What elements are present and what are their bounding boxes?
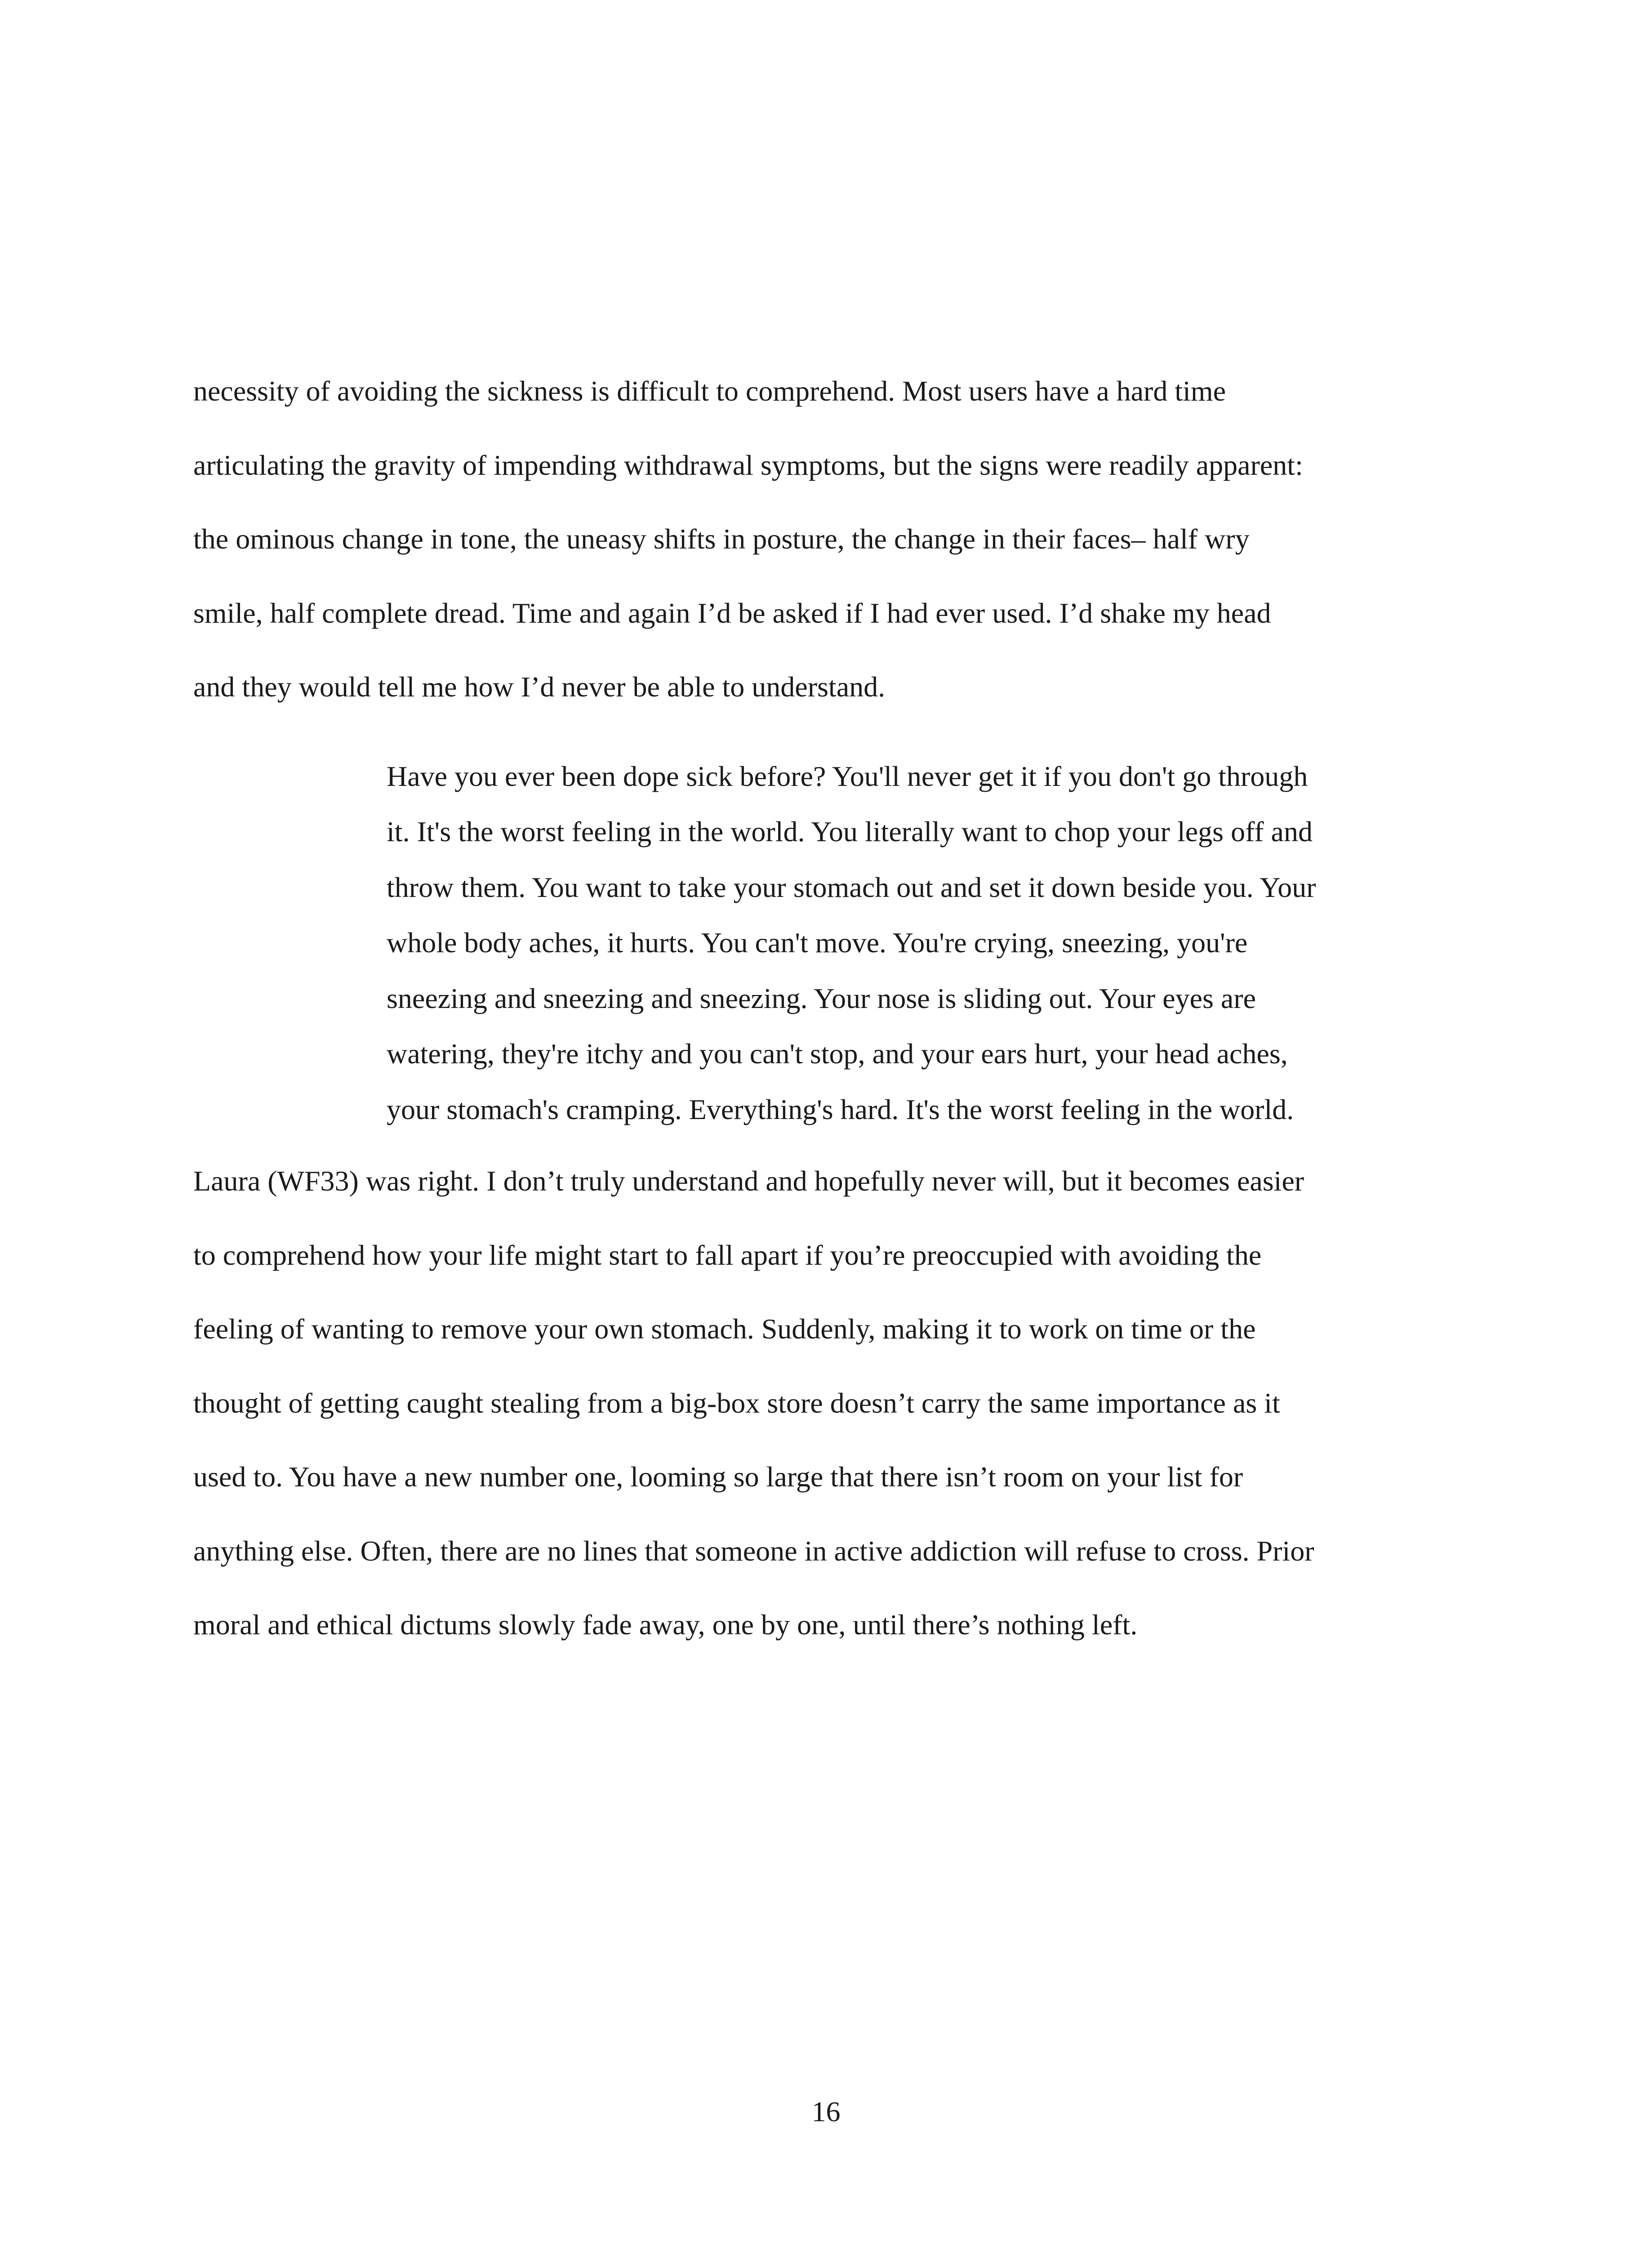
text-line: and they would tell me how I’d never be able to understand. — [193, 671, 886, 703]
text-line: moral and ethical dictums slowly fade away, one by one, until there’s nothing left. — [193, 1609, 1138, 1641]
text-line: the ominous change in tone, the uneasy shifts in posture, the change in their faces– half wry — [193, 523, 1250, 555]
text-line: articulating the gravity of impending withdrawal symptoms, but the signs were readily apparent: — [193, 449, 1303, 481]
quote-line: it. It's the worst feeling in the world. You literally want to chop your legs off and — [387, 816, 1313, 847]
quote-line: sneezing and sneezing and sneezing. Your nose is sliding out. Your eyes are — [387, 982, 1256, 1014]
quote-line: whole body aches, it hurts. You can't move. You're crying, sneezing, you're — [387, 927, 1248, 959]
text-line: anything else. Often, there are no lines that someone in active addiction will refuse to cross. Prior — [193, 1535, 1314, 1567]
page-number: 16 — [811, 2096, 841, 2128]
text-line: used to. You have a new number one, looming so large that there isn’t room on your list for — [193, 1461, 1243, 1493]
text-line: feeling of wanting to remove your own stomach. Suddenly, making it to work on time or the — [193, 1313, 1256, 1345]
quote-line: your stomach's cramping. Everything's hard. It's the worst feeling in the world. — [387, 1093, 1294, 1125]
quote-line: throw them. You want to take your stomach out and set it down beside you. Your — [387, 871, 1316, 903]
text-line: thought of getting caught stealing from a big-box store doesn’t carry the same importance as it — [193, 1387, 1280, 1419]
text-line: smile, half complete dread. Time and again I’d be asked if I had ever used. I’d shake my head — [193, 597, 1271, 629]
quote-line: watering, they're itchy and you can't stop, and your ears hurt, your head aches, — [387, 1038, 1288, 1070]
text-line: necessity of avoiding the sickness is difficult to comprehend. Most users have a hard time — [193, 375, 1226, 407]
text-line: Laura (WF33) was right. I don’t truly understand and hopefully never will, but it becomes easier — [193, 1165, 1305, 1197]
text-line: to comprehend how your life might start to fall apart if you’re preoccupied with avoiding the — [193, 1239, 1262, 1271]
quote-line: Have you ever been dope sick before? You'll never get it if you don't go through — [387, 760, 1308, 792]
